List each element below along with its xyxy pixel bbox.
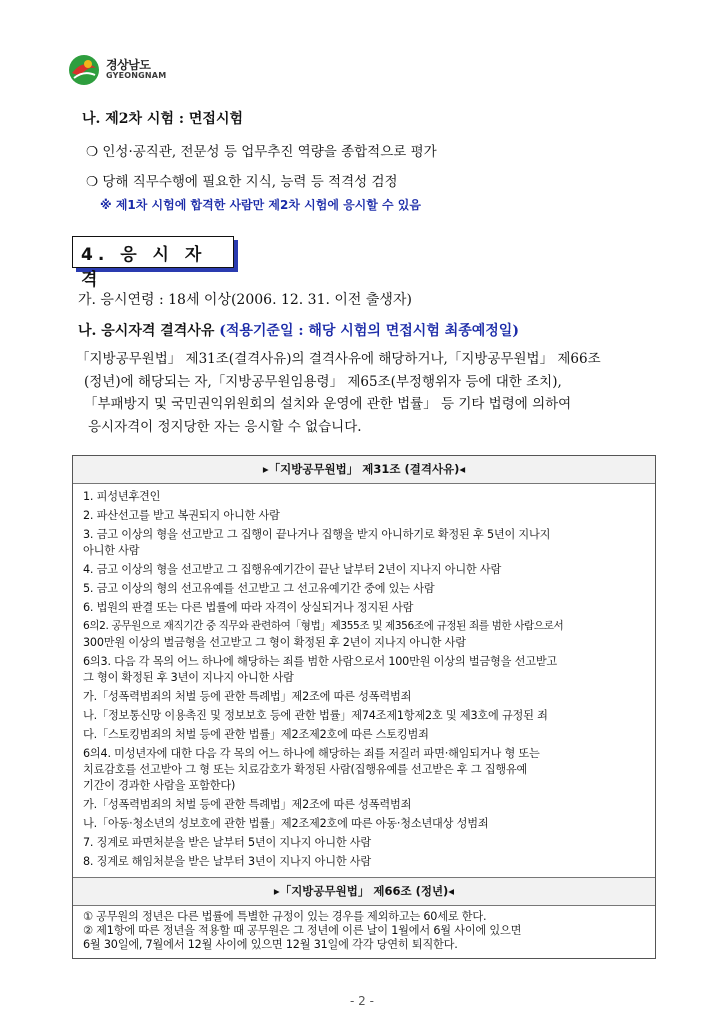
disqualification-heading xyxy=(78,320,519,340)
retirement-item: ② 제1항에 따른 정년을 적용할 때 공무원은 그 정년에 이른 날이 1월에서 6월 사이에 있으면 xyxy=(83,924,522,937)
logo-text-en: GYEONGNAM xyxy=(106,71,167,80)
table-item: 6의2. 공무원으로 재직기간 중 직무와 관련하여「형법」제355조 및 제356조에 규정된 죄를 범한 사람으로서 xyxy=(83,620,564,632)
gyeongnam-logo xyxy=(68,52,178,88)
section-4-title-box xyxy=(72,236,234,290)
section-4-title: 4. 응 시 자 격 xyxy=(81,245,207,290)
law-table xyxy=(72,455,656,959)
disqualification-heading-note: (적용기준일 : 해당 시험의 면접시험 최종예정일) xyxy=(219,323,519,339)
table-header-article66: ▸「지방공무원법」 제66조 (정년)◂ xyxy=(73,877,655,906)
table-item: 1. 피성년후견인 xyxy=(83,490,161,503)
table-item: 7. 징계로 파면처분을 받은 날부터 5년이 지나지 아니한 사람 xyxy=(83,836,372,849)
table-item: 가.「성폭력범죄의 처벌 등에 관한 특례법」제2조에 따른 성폭력범죄 xyxy=(83,690,412,703)
table-item: 5. 금고 이상의 형의 선고유예를 선고받고 그 선고유예기간 중에 있는 사람 xyxy=(83,582,435,595)
table-item: 300만원 이상의 벌금형을 선고받고 그 형이 확정된 후 2년이 지나지 아니한 사람 xyxy=(83,636,466,649)
table-item: 6의3. 다음 각 목의 어느 하나에 해당하는 죄를 범한 사람으로서 100만원 이상의 벌금형을 선고받고 xyxy=(83,655,558,668)
table-item: 치료감호를 선고받아 그 형 또는 치료감호가 확정된 사람(집행유예를 선고받은 후 그 집행유예 xyxy=(83,763,528,776)
table-item: 다.「스토킹범죄의 처벌 등에 관한 법률」제2조제2호에 따른 스토킹범죄 xyxy=(83,728,429,741)
interview-bullet-1: ❍ 인성·공직관, 전문성 등 업무추진 역량을 종합적으로 평가 xyxy=(86,144,437,160)
table-item: 6. 법원의 판결 또는 다른 법률에 따라 자격이 상실되거나 정지된 사람 xyxy=(83,601,414,614)
paragraph-line: 응시자격이 정지당한 자는 응시할 수 없습니다. xyxy=(88,418,362,435)
table-item: 6의4. 미성년자에 대한 다음 각 목의 어느 하나에 해당하는 죄를 저질러 파면·해임되거나 형 또는 xyxy=(83,747,540,760)
retirement-item: ① 공무원의 정년은 다른 법률에 특별한 규정이 있는 경우를 제외하고는 60세로 한다. xyxy=(83,910,487,923)
interview-heading: 나. 제2차 시험 : 면접시험 xyxy=(82,111,243,127)
table-item: 기간이 경과한 사람을 포함한다) xyxy=(83,779,236,792)
paragraph-line: 「지방공무원법」 제31조(결격사유)의 결격사유에 해당하거나,「지방공무원법」 제66조 xyxy=(76,351,601,367)
gyeongnam-emblem-icon xyxy=(68,54,100,86)
logo-text-ko: 경상남도 xyxy=(106,58,151,72)
interview-note: ※ 제1차 시험에 합격한 사람만 제2차 시험에 응시할 수 있음 xyxy=(100,198,421,212)
interview-bullet-2: ❍ 당해 직무수행에 필요한 지식, 능력 등 적격성 검정 xyxy=(86,174,398,190)
table-item: 3. 금고 이상의 형을 선고받고 그 집행이 끝나거나 집행을 받지 아니하기로 확정된 후 5년이 지나지 xyxy=(83,528,551,541)
table-item: 8. 징계로 해임처분을 받은 날부터 3년이 지나지 아니한 사람 xyxy=(83,855,372,868)
table-item: 4. 금고 이상의 형을 선고받고 그 집행유예기간이 끝난 날부터 2년이 지나지 아니한 사람 xyxy=(83,563,502,576)
paragraph-line: (정년)에 해당되는 자,「지방공무원임용령」 제65조(부정행위자 등에 대한 조치), xyxy=(84,373,562,390)
table-item: 가.「성폭력범죄의 처벌 등에 관한 특례법」제2조에 따른 성폭력범죄 xyxy=(83,798,412,811)
table-item: 나.「정보통신망 이용촉진 및 정보보호 등에 관한 법률」제74조제1항제2호 및 제3호에 규정된 죄 xyxy=(83,709,548,722)
retirement-item: 6월 30일에, 7월에서 12월 사이에 있으면 12월 31일에 각각 당연히 퇴직한다. xyxy=(83,938,458,951)
table-item: 2. 파산선고를 받고 복권되지 아니한 사람 xyxy=(83,509,280,522)
table-item: 그 형이 확정된 후 3년이 지나지 아니한 사람 xyxy=(83,671,294,684)
age-requirement: 가. 응시연령 : 18세 이상(2006. 12. 31. 이전 출생자) xyxy=(78,292,412,308)
paragraph-line: 「부패방지 및 국민권익위원회의 설치와 운영에 관한 법률」 등 기타 법령에 의하여 xyxy=(84,396,572,412)
page-number: - 2 - xyxy=(350,994,374,1008)
disqualification-paragraph xyxy=(76,348,672,438)
table-item: 아니한 사람 xyxy=(83,544,140,557)
disqualification-heading-label: 나. 응시자격 결격사유 xyxy=(78,323,215,339)
table-header-article31: ▸「지방공무원법」 제31조 (결격사유)◂ xyxy=(73,456,655,484)
table-item: 나.「아동·청소년의 성보호에 관한 법률」제2조제2호에 따른 아동·청소년대상 성범죄 xyxy=(83,817,489,830)
